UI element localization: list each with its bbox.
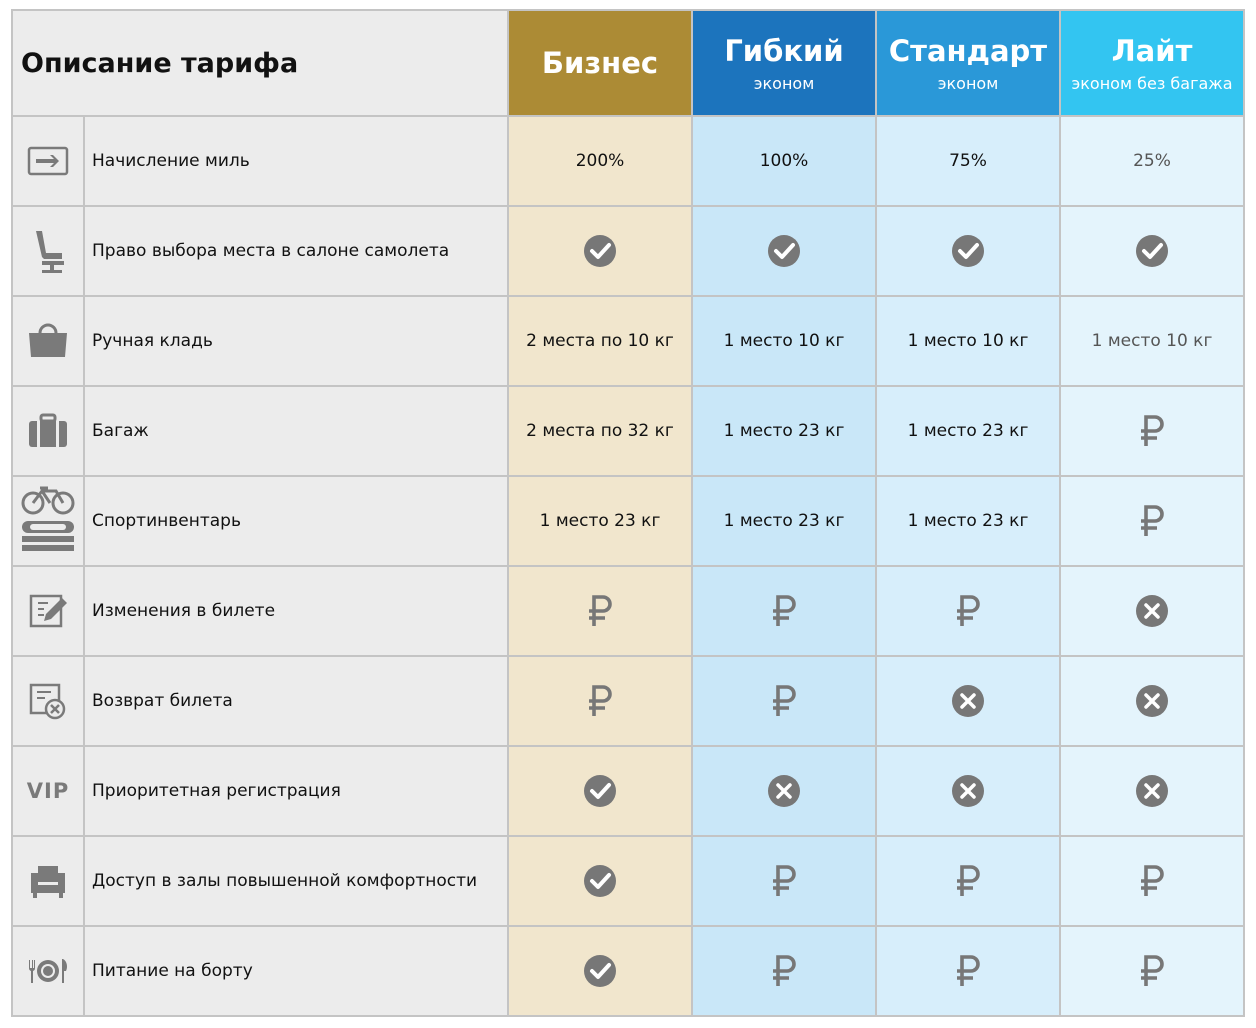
row-label: Изменения в билете xyxy=(85,567,509,657)
value-cell-lite xyxy=(1061,927,1245,1017)
check-icon xyxy=(583,864,617,898)
tariff-name: Гибкий xyxy=(724,33,844,68)
ruble-icon xyxy=(586,594,614,628)
ruble-icon xyxy=(770,594,798,628)
ruble-icon xyxy=(1138,414,1166,448)
value-text: 1 место 10 кг xyxy=(907,331,1029,351)
value-cell-lite xyxy=(1061,837,1245,927)
value-cell-business xyxy=(509,837,693,927)
check-icon xyxy=(583,234,617,268)
ticket-edit-icon xyxy=(28,591,68,631)
description-header: Описание тарифа xyxy=(11,9,509,117)
value-cell-standard xyxy=(877,747,1061,837)
ruble-icon xyxy=(770,864,798,898)
value-text: 2 места по 10 кг xyxy=(526,331,674,351)
ruble-icon xyxy=(954,864,982,898)
row-icon-cell xyxy=(11,477,85,567)
ruble-icon xyxy=(1138,504,1166,538)
value-cell-standard xyxy=(877,477,1061,567)
value-cell-flex xyxy=(693,567,877,657)
value-cell-standard xyxy=(877,657,1061,747)
value-text: 200% xyxy=(575,151,625,171)
cross-icon xyxy=(767,774,801,808)
value-cell-flex xyxy=(693,297,877,387)
value-cell-standard xyxy=(877,387,1061,477)
row-icon-cell xyxy=(11,657,85,747)
value-cell-lite xyxy=(1061,747,1245,837)
value-cell-flex xyxy=(693,747,877,837)
vip-icon: VIP xyxy=(26,779,70,803)
cross-icon xyxy=(1135,594,1169,628)
value-cell-lite xyxy=(1061,477,1245,567)
value-text: 1 место 23 кг xyxy=(907,511,1029,531)
row-icon-cell xyxy=(11,567,85,657)
value-cell-flex xyxy=(693,837,877,927)
tariff-table xyxy=(11,9,1245,1017)
value-text: 2 места по 32 кг xyxy=(526,421,674,441)
plane-icon xyxy=(27,145,69,177)
armchair-icon xyxy=(28,863,68,899)
row-label: Право выбора места в салоне самолета xyxy=(85,207,509,297)
row-icon-cell xyxy=(11,207,85,297)
row-icon-cell xyxy=(11,297,85,387)
value-text: 1 место 10 кг xyxy=(723,331,845,351)
value-text: 1 место 10 кг xyxy=(1091,331,1213,351)
tariff-subtitle: эконом xyxy=(937,73,999,93)
value-cell-flex xyxy=(693,657,877,747)
meal-icon xyxy=(26,956,70,986)
value-text: 25% xyxy=(1133,151,1171,171)
tariff-subtitle: эконом xyxy=(753,73,815,93)
tariff-name: Лайт xyxy=(1111,33,1193,68)
cross-icon xyxy=(1135,774,1169,808)
value-cell-business xyxy=(509,297,693,387)
row-label: Питание на борту xyxy=(85,927,509,1017)
value-cell-standard xyxy=(877,117,1061,207)
row-icon-cell xyxy=(11,387,85,477)
value-cell-flex xyxy=(693,117,877,207)
ruble-icon xyxy=(770,954,798,988)
value-text: 1 место 23 кг xyxy=(539,511,661,531)
value-cell-lite xyxy=(1061,207,1245,297)
value-cell-business xyxy=(509,387,693,477)
tariff-header-business[interactable] xyxy=(509,9,693,117)
value-cell-standard xyxy=(877,297,1061,387)
row-label: Багаж xyxy=(85,387,509,477)
row-label: Спортинвентарь xyxy=(85,477,509,567)
value-cell-business xyxy=(509,207,693,297)
tariff-header-lite[interactable] xyxy=(1061,9,1245,117)
check-icon xyxy=(583,774,617,808)
value-cell-flex xyxy=(693,477,877,567)
value-cell-standard xyxy=(877,207,1061,297)
value-cell-standard xyxy=(877,837,1061,927)
row-icon-cell xyxy=(11,927,85,1017)
value-cell-business xyxy=(509,927,693,1017)
ruble-icon xyxy=(586,684,614,718)
row-label: Начисление миль xyxy=(85,117,509,207)
ticket-refund-icon xyxy=(28,681,68,721)
value-cell-flex xyxy=(693,927,877,1017)
row-icon-cell xyxy=(11,117,85,207)
value-cell-business xyxy=(509,567,693,657)
check-icon xyxy=(583,954,617,988)
cross-icon xyxy=(951,684,985,718)
ruble-icon xyxy=(954,954,982,988)
tariff-header-standard[interactable] xyxy=(877,9,1061,117)
value-text: 1 место 23 кг xyxy=(723,421,845,441)
value-text: 75% xyxy=(949,151,987,171)
ruble-icon xyxy=(954,594,982,628)
seat-icon xyxy=(28,228,68,274)
value-cell-standard xyxy=(877,567,1061,657)
value-cell-business xyxy=(509,657,693,747)
value-cell-business xyxy=(509,477,693,567)
value-cell-lite xyxy=(1061,387,1245,477)
handbag-icon xyxy=(25,321,71,361)
value-cell-standard xyxy=(877,927,1061,1017)
ruble-icon xyxy=(1138,954,1166,988)
value-cell-lite xyxy=(1061,657,1245,747)
ruble-icon xyxy=(770,684,798,718)
tariff-name: Стандарт xyxy=(888,33,1048,68)
row-label: Доступ в залы повышенной комфортности xyxy=(85,837,509,927)
value-text: 100% xyxy=(759,151,809,171)
row-label: Ручная кладь xyxy=(85,297,509,387)
value-cell-flex xyxy=(693,387,877,477)
suitcase-icon xyxy=(27,413,69,449)
row-label: Приоритетная регистрация xyxy=(85,747,509,837)
bicycle-icon xyxy=(20,484,76,558)
value-cell-flex xyxy=(693,207,877,297)
tariff-subtitle: эконом без багажа xyxy=(1071,73,1233,93)
row-label: Возврат билета xyxy=(85,657,509,747)
tariff-name: Бизнес xyxy=(541,46,659,80)
row-icon-cell xyxy=(11,837,85,927)
value-cell-business xyxy=(509,747,693,837)
value-cell-lite xyxy=(1061,567,1245,657)
check-icon xyxy=(951,234,985,268)
value-cell-lite xyxy=(1061,297,1245,387)
value-cell-business xyxy=(509,117,693,207)
ruble-icon xyxy=(1138,864,1166,898)
cross-icon xyxy=(951,774,985,808)
value-text: 1 место 23 кг xyxy=(723,511,845,531)
value-cell-lite xyxy=(1061,117,1245,207)
cross-icon xyxy=(1135,684,1169,718)
tariff-header-flex[interactable] xyxy=(693,9,877,117)
check-icon xyxy=(767,234,801,268)
row-icon-cell xyxy=(11,747,85,837)
value-text: 1 место 23 кг xyxy=(907,421,1029,441)
check-icon xyxy=(1135,234,1169,268)
